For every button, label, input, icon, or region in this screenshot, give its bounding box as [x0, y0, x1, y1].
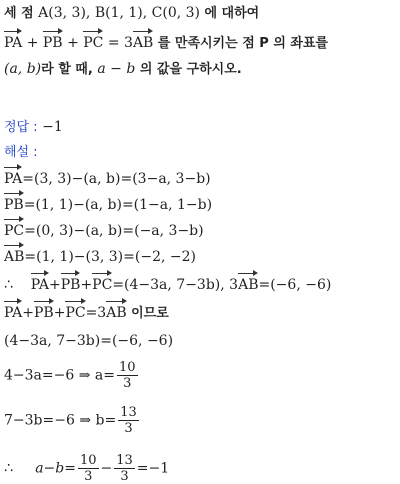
- fraction-thirteen-thirds: [114, 453, 135, 484]
- vector-pb: PB: [34, 298, 54, 322]
- problem-line-2: [4, 28, 328, 53]
- therefore-symbol: ∴: [4, 460, 13, 477]
- solution-sum: [4, 270, 331, 294]
- solution-combined: [4, 298, 169, 323]
- equals-three: =3: [85, 305, 107, 321]
- equation-rhs: =(4−3a, 7−3b), 3: [112, 277, 239, 293]
- solution-eq-b: [4, 405, 141, 436]
- vector-ab: AB: [106, 298, 126, 322]
- connector-text: 이므로: [131, 306, 169, 321]
- solution-pa: [4, 164, 211, 188]
- problem-text: 세 점: [4, 6, 39, 21]
- coordinate-ab: (a, b): [4, 61, 42, 77]
- plus-sign: +: [26, 35, 39, 51]
- minus-sign: −: [100, 460, 113, 477]
- fraction-denominator: 3: [123, 376, 132, 391]
- problem-line-1: [4, 4, 259, 23]
- plus-sign: +: [80, 277, 93, 293]
- equation-text: 4−3a=−6 ⇒ a=: [4, 367, 115, 384]
- solution-label-line: [4, 143, 38, 162]
- answer-line: [4, 118, 63, 137]
- solution-label: 해설 :: [4, 145, 38, 160]
- problem-text: 의 값을 구하시오.: [135, 62, 242, 77]
- vector-pa: PA: [4, 164, 22, 188]
- vector-pb: PB: [43, 28, 63, 52]
- final-result: =−1: [136, 460, 170, 477]
- fraction-numerator: 10: [118, 360, 136, 375]
- vector-pc: PC: [4, 216, 24, 240]
- problem-text: 라 할 때,: [41, 62, 98, 77]
- vector-pa: PA: [4, 298, 22, 322]
- equation-rhs: =(−6, −6): [258, 277, 332, 293]
- fraction-ten-thirds: [78, 453, 99, 484]
- vector-pb: PB: [61, 270, 81, 294]
- therefore-symbol: ∴: [4, 277, 13, 293]
- plus-sign: +: [22, 305, 34, 321]
- vector-ab: AB: [238, 270, 258, 294]
- plus-sign: +: [53, 305, 66, 321]
- problem-text: 에 대하여: [204, 6, 260, 21]
- solution-vector-equation: [4, 332, 173, 350]
- solution-ab: [4, 242, 196, 266]
- equation-rhs: =(1, 1)−(a, b)=(1−a, 1−b): [23, 197, 213, 213]
- vector-ab: AB: [4, 242, 24, 266]
- vector-ab: AB: [133, 28, 153, 52]
- fraction-denominator: 3: [124, 421, 133, 436]
- solution-pb: [4, 190, 212, 214]
- equation-text: 7−3b=−6 ⇒ b=: [4, 412, 117, 429]
- fraction-denominator: 3: [120, 469, 129, 484]
- equation-rhs: =(1, 1)−(3, 3)=(−2, −2): [24, 249, 196, 265]
- answer-value: −1: [42, 119, 63, 135]
- vector-pb: PB: [4, 190, 24, 214]
- vector-pa: PA: [4, 28, 22, 52]
- vector-pc: PC: [83, 28, 103, 52]
- solution-eq-a: [4, 360, 140, 391]
- fraction-numerator: 13: [116, 453, 133, 468]
- vector-pc: PC: [92, 270, 112, 294]
- solution-pc: [4, 216, 204, 240]
- fraction-numerator: 10: [79, 453, 97, 468]
- expression-a-minus-b: a − b: [97, 61, 136, 77]
- equation-text: a−b=: [35, 460, 76, 477]
- plus-sign: +: [67, 35, 79, 51]
- solution-final: [4, 453, 169, 484]
- plus-sign: +: [48, 277, 61, 293]
- equals-three: = 3: [107, 35, 133, 51]
- points-definition: A(3, 3), B(1, 1), C(0, 3): [38, 5, 200, 21]
- problem-text: 를 만족시키는 점 P 의 좌표를: [157, 36, 329, 51]
- vector-pc: PC: [65, 298, 85, 322]
- problem-line-3: [4, 60, 242, 79]
- equation-text: (4−3a, 7−3b)=(−6, −6): [4, 333, 174, 349]
- answer-label: 정답 :: [4, 120, 38, 135]
- fraction-numerator: 13: [120, 405, 137, 420]
- fraction-thirteen-thirds: [118, 405, 139, 436]
- equation-rhs: =(3, 3)−(a, b)=(3−a, 3−b): [22, 171, 211, 187]
- equation-rhs: =(0, 3)−(a, b)=(−a, 3−b): [24, 223, 204, 239]
- fraction-ten-thirds: [117, 360, 138, 391]
- vector-pa: PA: [31, 270, 49, 294]
- fraction-denominator: 3: [84, 469, 93, 484]
